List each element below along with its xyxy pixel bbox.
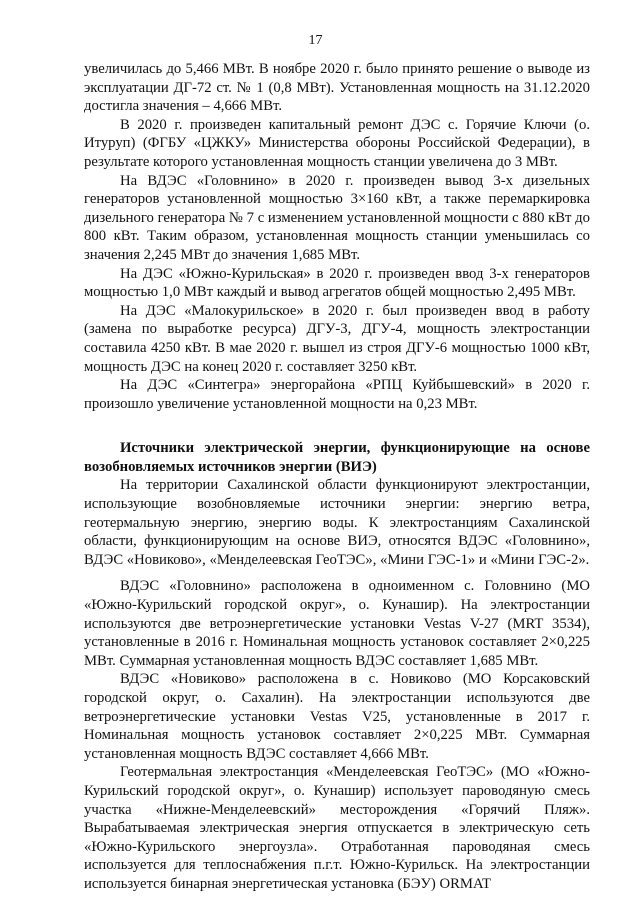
paragraph-continuation: увеличилась до 5,466 МВт. В ноябре 2020 г. было принято решение о выводе из эксплуатации ДГ-72 ст. № 1 (0,8 МВт). Установленная мощность на 31.12.2020 достигла значения – 4,666 МВт.: [84, 61, 590, 115]
paragraph-vdes-golovnino: ВДЭС «Головнино» расположена в одноименном с. Головнино (МО «Южно-Курильский городской округ», о. Кунашир). На электростанции используются две ветроэнергетические установки Vestas V-27 (MRT 3534), установленные в 2016 г. Номинальная мощность установок составляет 2×0,225 МВт. Суммарная установленная мощность ВДЭС составляет 1,685 МВт.: [84, 578, 590, 669]
paragraph-golovnino-diesel: На ВДЭС «Головнино» в 2020 г. произведен вывод 3-х дизельных генераторов установленной мощностью 3×160 кВт, а также перемаркировка дизельного генератора № 7 с изменением установленной мощности с 880 кВт до 800 кВт. Таким образом, установленная мощность станции уменьшилась со значения 2,245 МВт до значения 1,685 МВт.: [84, 172, 590, 263]
paragraph-yuzhno-kurilskaya: На ДЭС «Южно-Курильская» в 2020 г. произведен ввод 3-х генераторов мощностью 1,0 МВт каждый и вывод агрегатов общей мощностью 2,495 МВт.: [84, 265, 590, 301]
paragraph-malokurilskoe: На ДЭС «Малокурильское» в 2020 г. был произведен ввод в работу (замена по выработке ресурса) ДГУ-3, ДГУ-4, мощность электростанции составила 4250 кВт. В мае 2020 г. вышел из строя ДГУ-6 мощностью 1000 кВт, мощность ДЭС на конец 2020 г. составляет 3250 кВт.: [84, 302, 590, 375]
page-number: 17: [308, 33, 323, 48]
paragraph-sintegra: На ДЭС «Синтегра» энергорайона «РПЦ Куйбышевский» в 2020 г. произошло увеличение установленной мощности на 0,23 МВт.: [84, 377, 590, 412]
paragraph-res-overview: На территории Сахалинской области функционируют электростанции, использующие возобновляемые источники энергии: энергию ветра, геотермальную энергию, энергию воды. К электростанциям Сахалинской области, функционирующим на основе ВИЭ, относятся ВДЭС «Головнино», ВДЭС «Новиково», «Менделеевская ГеоТЭС», «Мини ГЭС-1» и «Мини ГЭС-2».: [84, 477, 590, 568]
paragraph-vdes-novikovo: ВДЭС «Новиково» расположена в с. Новиково (МО Корсаковский городской округ, о. Сахалин). На электростанции используются две ветроэнергетические установки Vestas V25, установленные в 2017 г. Номинальная мощность установок составляет 2×0,225 МВт. Суммарная установленная мощность ВДЭС составляет 4,666 МВт.: [84, 671, 590, 762]
paragraph-mendeleevskaya-geotes: Геотермальная электростанция «Менделеевская ГеоТЭС» (МО «Южно-Курильский городской округ», о. Кунашир) использует пароводяную смесь участка «Нижне-Менделеевский» месторождения «Горячий Пляж». Вырабатываемая электрическая энергия отпускается в электрическую сеть «Южно-Курильского энергоузла». Отработанная пароводяная смесь используется для теплоснабжения п.г.т. Южно-Курильск. На электростанции используется бинарная энергетическая установка (БЭУ) ORMAT: [84, 764, 590, 892]
document-body: [84, 60, 590, 894]
paragraph-goryachie-klyuchi: В 2020 г. произведен капитальный ремонт ДЭС с. Горячие Ключи (о. Итуруп) (ФГБУ «ЦЖКУ» Министерства обороны Российской Федерации), в результате которого установленная мощность станции увеличена до 3 МВт.: [84, 116, 590, 170]
section-heading: Источники электрической энергии, функционирующие на основе возобновляемых источников энергии (ВИЭ): [84, 440, 590, 475]
